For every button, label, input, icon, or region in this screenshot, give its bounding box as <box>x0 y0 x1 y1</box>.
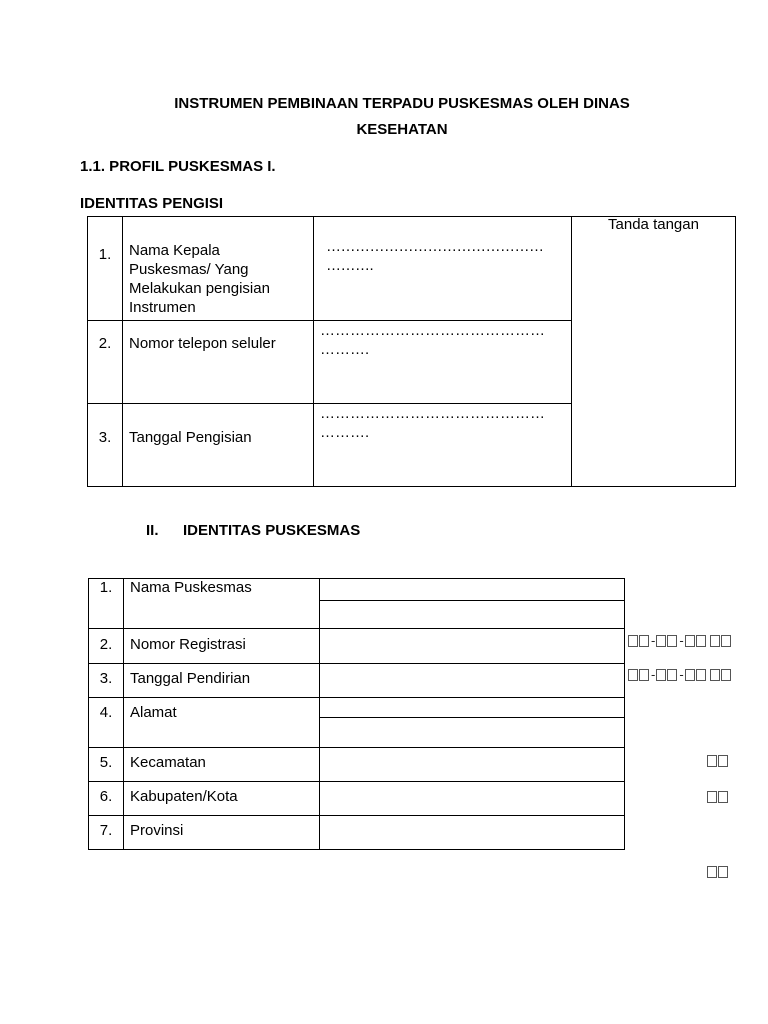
section-2-number: II. <box>146 522 159 539</box>
row-number: 6. <box>89 782 124 816</box>
section-1-heading: 1.1. PROFIL PUSKESMAS I. <box>80 158 276 175</box>
signature-label: Tanda tangan <box>608 216 699 233</box>
tanggal-pendirian-input[interactable] <box>320 664 625 698</box>
row-number: 7. <box>89 816 124 850</box>
row-label-nama-puskesmas: Nama Puskesmas <box>124 579 320 629</box>
identitas-puskesmas-table <box>88 578 625 850</box>
provinsi-code-boxes <box>707 863 729 878</box>
telepon-field[interactable]: ……………………………………… ………. <box>314 321 572 404</box>
kabupaten-kota-input[interactable] <box>320 782 625 816</box>
row-label-provinsi: Provinsi <box>124 816 320 850</box>
identitas-pengisi-table <box>87 216 736 487</box>
row-number: 5. <box>89 748 124 782</box>
nama-puskesmas-input-2[interactable] <box>320 601 625 629</box>
row-number: 3. <box>89 664 124 698</box>
kecamatan-input[interactable] <box>320 748 625 782</box>
signature-cell[interactable] <box>572 217 736 487</box>
row-label-kecamatan: Kecamatan <box>124 748 320 782</box>
row-label-tanggal-pendirian: Tanggal Pendirian <box>124 664 320 698</box>
nomor-registrasi-input[interactable] <box>320 629 625 664</box>
row-label-alamat: Alamat <box>124 698 320 748</box>
kabupaten-code-boxes <box>707 788 729 803</box>
alamat-input-1[interactable] <box>320 698 625 718</box>
row-label-tanggal-pengisian: Tanggal Pengisian <box>123 404 314 487</box>
nama-puskesmas-input-1[interactable] <box>320 579 625 601</box>
row-label-nama-kepala: Nama Kepala Puskesmas/ Yang Melakukan pengisian Instrumen <box>123 217 314 321</box>
document-title-line-1: INSTRUMEN PEMBINAAN TERPADU PUSKESMAS OLEH DINAS <box>174 95 630 112</box>
tanggal-pengisian-field[interactable]: ……………………………………… ………. <box>314 404 572 487</box>
nomor-registrasi-digit-boxes: - - <box>628 632 732 648</box>
row-label-nomor-registrasi: Nomor Registrasi <box>124 629 320 664</box>
section-2-heading: IDENTITAS PUSKESMAS <box>183 522 361 539</box>
alamat-input-2[interactable] <box>320 718 625 748</box>
row-number: 4. <box>89 698 124 748</box>
row-number: 2. <box>89 629 124 664</box>
tanggal-pendirian-digit-boxes: - - <box>628 666 732 682</box>
row-label-kabupaten-kota: Kabupaten/Kota <box>124 782 320 816</box>
row-number: 3. <box>88 404 123 487</box>
document-title-line-2: KESEHATAN <box>356 121 448 138</box>
nama-kepala-field[interactable]: ……………………………………… ………. <box>314 217 572 321</box>
identitas-pengisi-heading: IDENTITAS PENGISI <box>80 195 224 212</box>
row-number: 2. <box>88 321 123 404</box>
row-number: 1. <box>89 579 124 629</box>
kecamatan-code-boxes <box>707 752 729 767</box>
provinsi-input[interactable] <box>320 816 625 850</box>
row-number: 1. <box>88 217 123 321</box>
row-label-telepon: Nomor telepon seluler <box>123 321 314 404</box>
